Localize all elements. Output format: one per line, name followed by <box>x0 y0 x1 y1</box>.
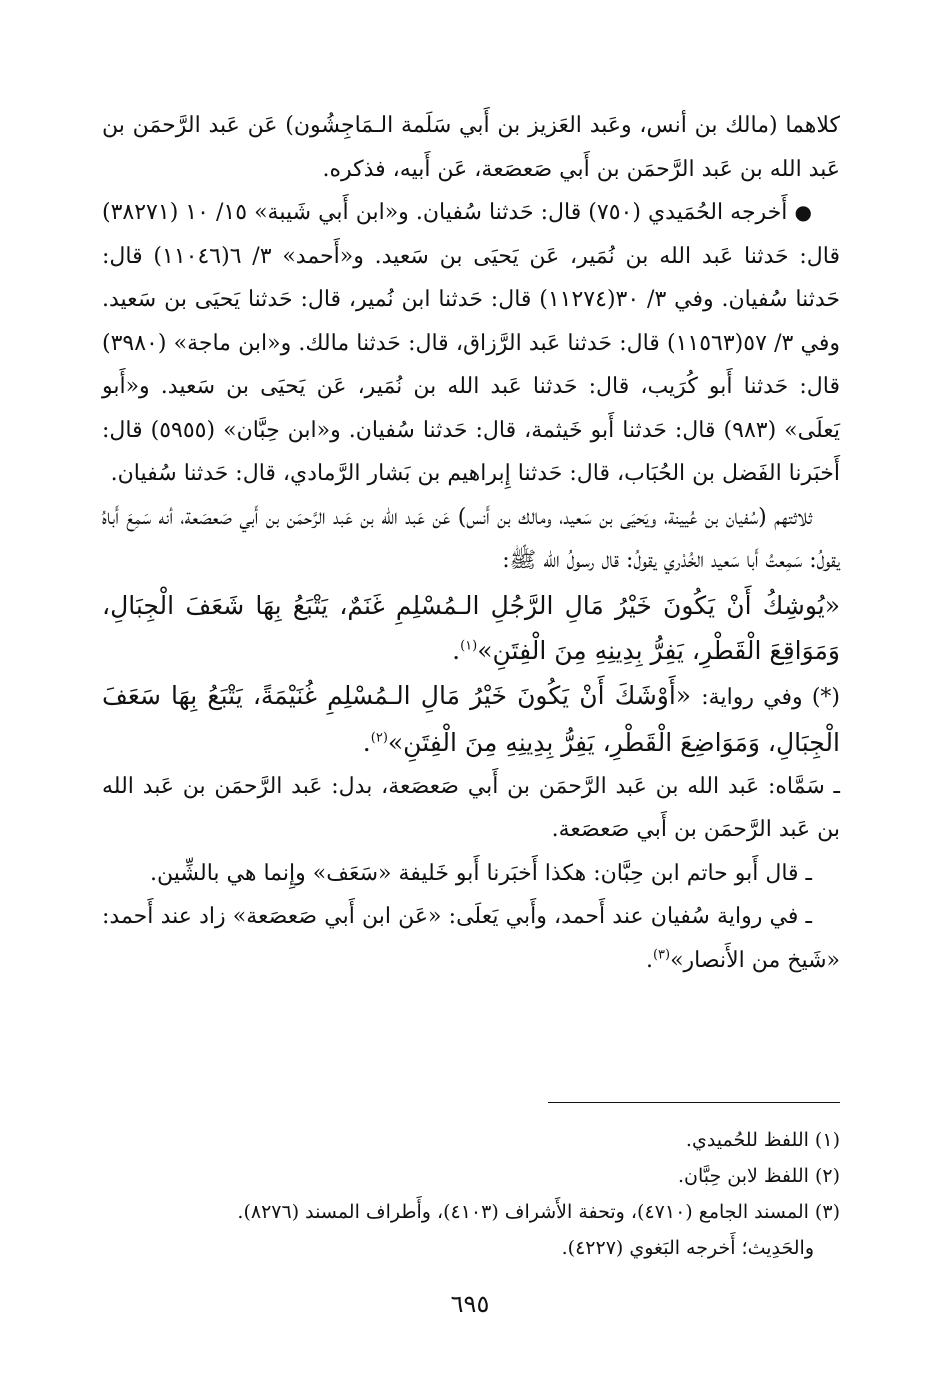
footnote-ref-1: (١) <box>460 638 478 654</box>
riwaya-prefix: (*) وفي رواية: <box>701 684 840 710</box>
footnote-3-continuation: والحَدِيث؛ أَخرجه البَغوي (٤٢٢٧). <box>561 1237 814 1259</box>
page-number: ٦٩٥ <box>450 1290 490 1318</box>
paragraph-isnad-intro: كلاهما (مالك بن أنس، وعَبد العَزيز بن أَبي سَلَمة الـمَاجِشُون) عَن عَبد الرَّحمَن بن عَبد الله بن عَبد الرَّحمَن بن أَبي صَعصَعة، عَن أَبيه، فذكره. <box>102 113 840 182</box>
note-3-body: ـ في رواية سُفيان عند أَحمد، وأَبي يَعلَى: «عَن ابن أَبي صَعصَعة» زاد عند أَحمد: «شَيخ من الأَنصار» <box>102 904 840 973</box>
footnote-1: (١) اللفظ للحُميدي. <box>685 1129 840 1151</box>
hadith-1-end: . <box>452 635 461 665</box>
paragraph-takhrij <box>102 191 840 496</box>
footnote-2: (٢) اللفظ لابن حِبَّان. <box>677 1165 840 1187</box>
note-sufyan-riwaya <box>102 895 840 982</box>
footnote-ref-2: (٢) <box>370 730 388 746</box>
footnotes <box>102 1122 840 1266</box>
hadith-text-1 <box>102 583 840 673</box>
hadith-2-end: . <box>362 727 371 757</box>
footnote-ref-3: (٣) <box>652 947 671 963</box>
takhrij-text: أَخرجه الحُمَيدي (٧٥٠) قال: حَدثنا سُفيان. و«ابن أَبي شَيبة» ١٥/ ١٠ (٣٨٢٧١) قال: حَدثنا عَبد الله بن نُمَير، عَن يَحيَى بن سَعيد. و«أَحمد» ٣/ ٦(١١٠٤٦) قال: حَدثنا سُفيان. وفي ٣/ ٣٠(١١٢٧٤) قال: حَدثنا ابن نُمير، قال: حَدثنا يَحيَى بن سَعيد. وفي ٣/ ٥٧(١١٥٦٣) قال: حَدثنا عَبد الرَّزاق، قال: حَدثنا مالك. و«ابن ماجة» (٣٩٨٠) قال: حَدثنا أَبو كُرَيب، قال: حَدثنا عَبد الله بن نُمَير، عَن يَحيَى بن سَعيد. و«أَبو يَعلَى» (٩٨٣) قال: حَدثنا أَبو خَيثمة، قال: حَدثنا سُفيان. و«ابن حِبَّان» (٥٩٥٥) قال: أَخبَرنا الفَضل بن الحُبَاب، قال: حَدثنا إِبراهيم بن بَشار الرَّمادي، قال: حَدثنا سُفيان. <box>102 200 841 486</box>
footnote-3: (٣) المسند الجامع (٤٧١٠)، وتحفة الأَشراف (٤١٠٣)، وأَطراف المسند (٨٢٧٦). <box>237 1201 840 1223</box>
note-naming: ـ سَمَّاه: عَبد الله بن عَبد الرَّحمَن بن أَبي صَعصَعة، بدل: عَبد الرَّحمَن بن عَبد الله بن عَبد الرَّحمَن بن أَبي صَعصَعة. <box>102 773 840 842</box>
hadith-2-body: «أَوْشَكَ أَنْ يَكُونَ خَيْرُ مَالِ الـمُسْلِمِ غُنَيْمَةً، يَتْبَعُ بِهَا سَعَفَ الْجِبَالِ، وَمَوَاضِعَ الْقَطْرِ، يَفِرُّ بِدِينِهِ مِنَ الْفِتَنِ» <box>102 680 840 757</box>
note-3-end: . <box>645 947 653 973</box>
note-ibn-hibban: ـ قال أَبو حاتم ابن حِبَّان: هكذا أَخبَرنا أَبو خَليفة «سَعَف» وإِنما هي بالشِّين. <box>150 860 812 886</box>
main-text <box>102 104 840 982</box>
hadith-1-body: «يُوشِكُ أَنْ يَكُونَ خَيْرُ مَالِ الرَّجُلِ الـمُسْلِمِ غَنَمٌ، يَتْبَعُ بِهَا شَعَفَ الْجِبَالِ، وَمَوَاقِعَ الْقَطْرِ، يَفِرُّ بِدِينِهِ مِنَ الْفِتَنِ» <box>102 590 840 665</box>
bullet-icon: ● <box>794 200 812 224</box>
footnote-divider <box>548 1102 840 1103</box>
hadith-text-2 <box>102 673 840 765</box>
paragraph-chain: ثلاثتهم (سُفيان بن عُيينة، ويَحيَى بن سَعيد، ومالك بن أَنس) عَن عَبد الله بن عَبد الرَّحمَن بن أَبي صَعصَعة، أنه سَمِعَ أَباهُ يقولُ: سَمِعتُ أَبا سَعيد الخُدْري يقولُ: قال رسولُ الله ﷺ: <box>102 504 840 573</box>
